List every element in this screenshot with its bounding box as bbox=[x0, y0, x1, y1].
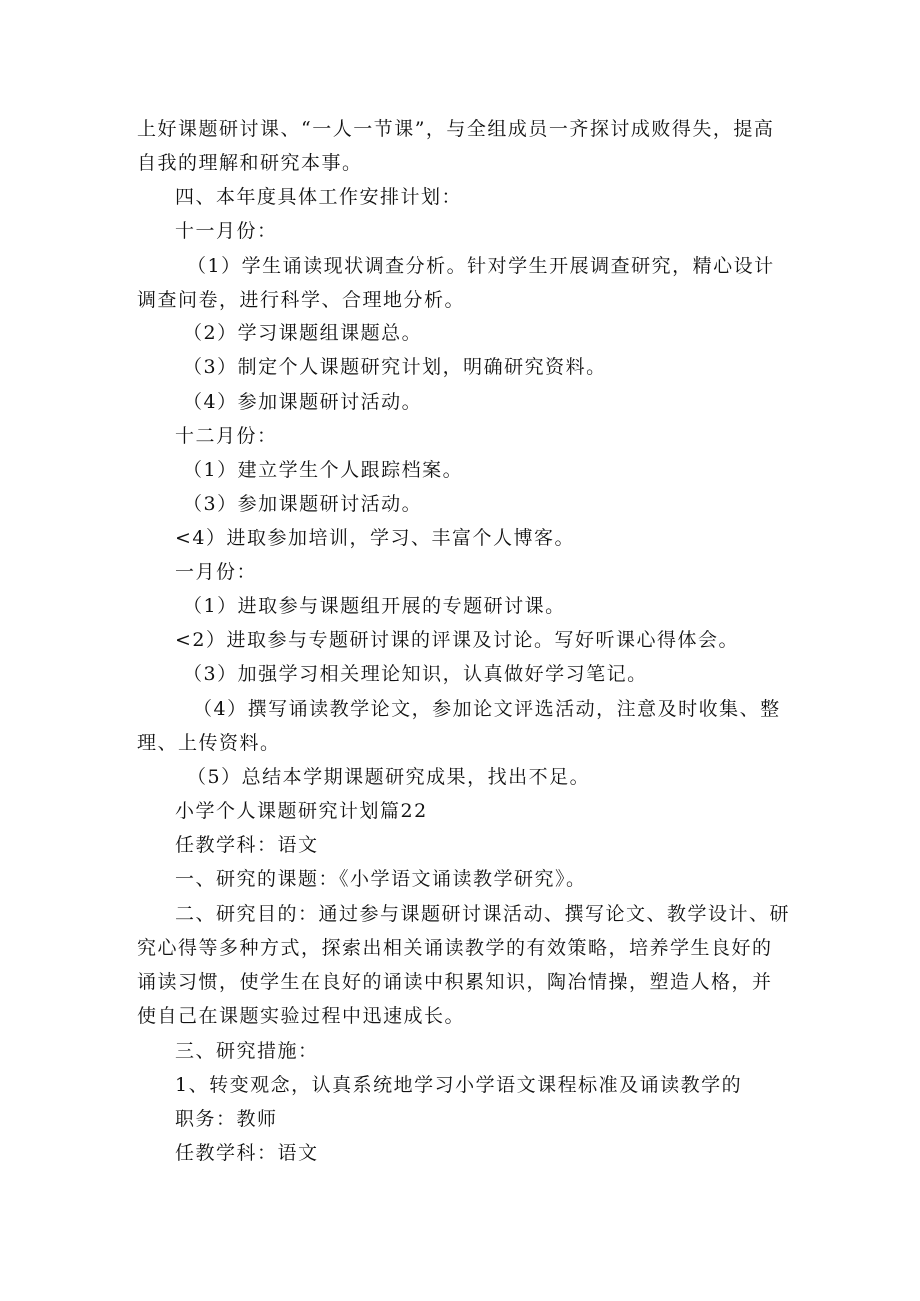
heading-january: 一月份： bbox=[175, 561, 258, 583]
subject-line: 任教学科：语文 bbox=[175, 834, 319, 856]
research-goal: 二、研究目的：通过参与课题研讨课活动、撰写论文、教学设计、研究心得等多种方式，探索出相关诵读教学的有效策略，培养学生良好的诵读习惯，使学生在良好的诵读中积累知识，陶冶情操，塑造人格，并使自己在课题实验过程中迅速成长。 bbox=[137, 903, 791, 1027]
list-item-dec-1: （1）建立学生个人跟踪档案。 bbox=[183, 459, 464, 481]
heading-work-plan: 四、本年度具体工作安排计划： bbox=[175, 186, 463, 208]
list-item-dec-3: （3）参加课题研讨活动。 bbox=[183, 493, 423, 515]
heading-november: 十一月份： bbox=[175, 220, 278, 242]
heading-measures: 三、研究措施： bbox=[175, 1040, 319, 1062]
list-item-nov-1: （1）学生诵读现状调查分析。针对学生开展调查研究，精心设计调查问卷，进行科学、合理地分析。 bbox=[137, 255, 775, 311]
section-title: 小学个人课题研究计划篇22 bbox=[175, 800, 428, 822]
list-item-jan-1: （1）进取参与课题组开展的专题研讨课。 bbox=[183, 595, 566, 617]
list-item-jan-3: （3）加强学习相关理论知识，认真做好学习笔记。 bbox=[183, 663, 648, 685]
list-item-dec-4: <4）进取参加培训，学习、丰富个人博客。 bbox=[175, 527, 576, 549]
heading-december: 十二月份： bbox=[175, 425, 278, 447]
list-item-nov-3: （3）制定个人课题研究计划，明确研究资料。 bbox=[183, 356, 607, 378]
list-item-nov-2: （2）学习课题组课题总。 bbox=[183, 322, 423, 344]
subject-line-2: 任教学科：语文 bbox=[175, 1142, 319, 1164]
research-topic: 一、研究的课题：《小学语文诵读教学研究》。 bbox=[175, 868, 587, 890]
list-item-nov-4: （4）参加课题研讨活动。 bbox=[183, 391, 423, 413]
position-line: 职务：教师 bbox=[175, 1108, 278, 1130]
list-item-jan-4: （4）撰写诵读教学论文，参加论文评选活动，注意及时收集、整理、上传资料。 bbox=[137, 698, 781, 754]
list-item-jan-2: <2）进取参与专题研讨课的评课及讨论。写好听课心得体会。 bbox=[175, 629, 740, 651]
paragraph-intro: 上好课题研讨课、“一人一节课”，与全组成员一齐探讨成败得失，提高自我的理解和研究本事。 bbox=[137, 118, 775, 174]
measure-item-1: 1、转变观念，认真系统地学习小学语文课程标准及诵读教学的 bbox=[175, 1074, 743, 1096]
list-item-jan-5: （5）总结本学期课题研究成果，找出不足。 bbox=[187, 766, 591, 788]
